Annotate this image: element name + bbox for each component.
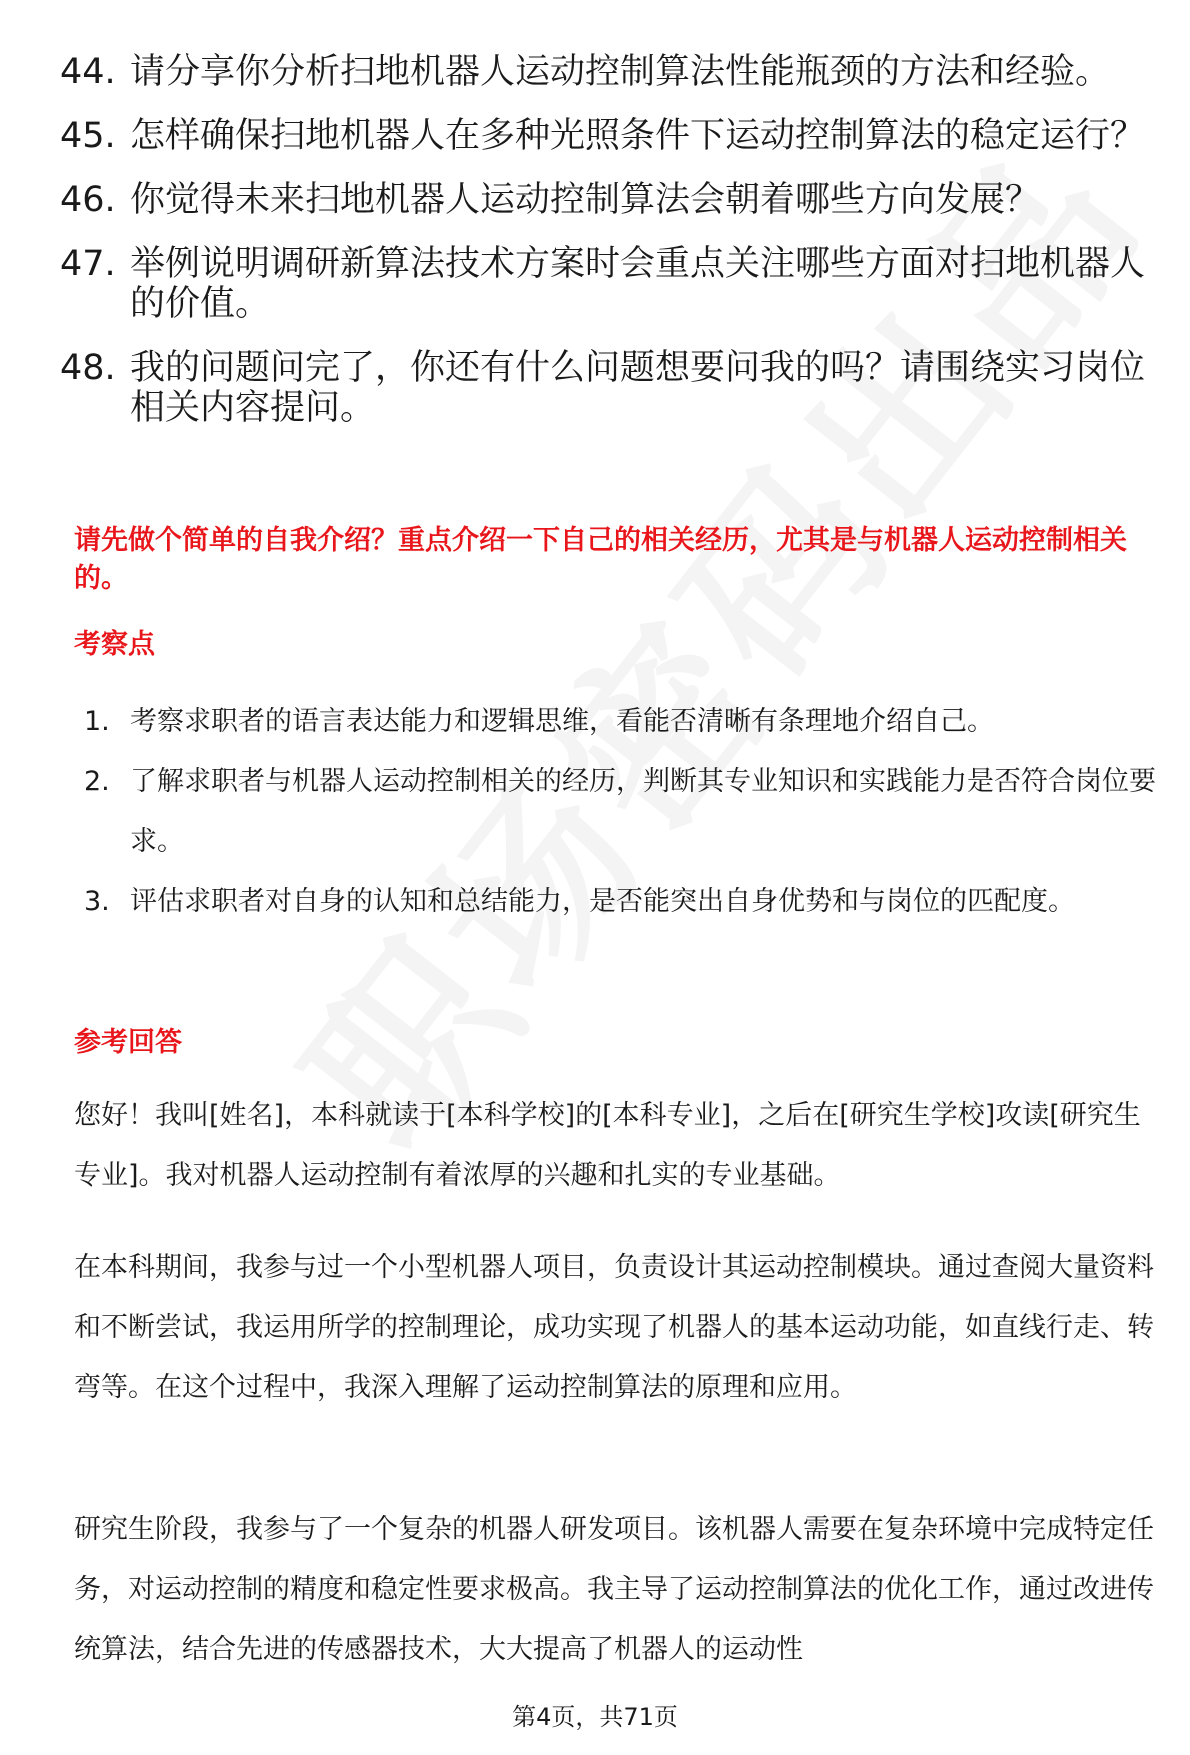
question-number: 45.	[60, 116, 116, 156]
question-list	[60, 52, 1150, 452]
list-item	[60, 52, 1150, 92]
section-heading-answer: 参考回答	[74, 1027, 182, 1058]
question-title: 请先做个简单的自我介绍？重点介绍一下自己的相关经历，尤其是与机器人运动控制相关的。	[74, 525, 1127, 594]
page-footer: 第4页，共71页	[512, 1703, 678, 1731]
list-item	[84, 692, 1159, 752]
point-number: 2.	[84, 766, 110, 797]
point-text: 了解求职者与机器人运动控制相关的经历，判断其专业知识和实践能力是否符合岗位要求。	[130, 766, 1156, 857]
list-item	[84, 872, 1159, 932]
answer-paragraph: 研究生阶段，我参与了一个复杂的机器人研发项目。该机器人需要在复杂环境中完成特定任务，对运动控制的精度和稳定性要求极高。我主导了运动控制算法的优化工作，通过改进传统算法，结合先进的传感器技术，大大提高了机器人的运动性	[74, 1514, 1154, 1665]
question-number: 44.	[60, 52, 116, 92]
question-text: 举例说明调研新算法技术方案时会重点关注哪些方面对扫地机器人的价值。	[130, 244, 1146, 324]
answer-paragraph: 在本科期间，我参与过一个小型机器人项目，负责设计其运动控制模块。通过查阅大量资料和不断尝试，我运用所学的控制理论，成功实现了机器人的基本运动功能，如直线行走、转弯等。在这个过程中，我深入理解了运动控制算法的原理和应用。	[74, 1252, 1154, 1403]
question-text: 请分享你分析扫地机器人运动控制算法性能瓶颈的方法和经验。	[130, 52, 1111, 92]
list-item	[60, 348, 1150, 428]
question-number: 48.	[60, 348, 116, 388]
answer-paragraph: 您好！我叫[姓名]，本科就读于[本科学校]的[本科专业]，之后在[研究生学校]攻读[研究生专业]。我对机器人运动控制有着浓厚的兴趣和扎实的专业基础。	[74, 1100, 1141, 1191]
question-text: 你觉得未来扫地机器人运动控制算法会朝着哪些方向发展？	[130, 180, 1041, 220]
question-text: 我的问题问完了，你还有什么问题想要问我的吗？请围绕实习岗位相关内容提问。	[130, 348, 1146, 428]
list-item	[60, 180, 1150, 220]
question-text: 怎样确保扫地机器人在多种光照条件下运动控制算法的稳定运行？	[130, 116, 1146, 156]
point-number: 3.	[84, 886, 110, 917]
question-number: 46.	[60, 180, 116, 220]
list-item	[60, 244, 1150, 324]
question-number: 47.	[60, 244, 116, 284]
points-list	[84, 692, 1159, 932]
section-heading-points: 考察点	[74, 629, 155, 660]
point-text: 考察求职者的语言表达能力和逻辑思维，看能否清晰有条理地介绍自己。	[130, 706, 994, 737]
point-text: 评估求职者对自身的认知和总结能力，是否能突出自身优势和与岗位的匹配度。	[130, 886, 1075, 917]
list-item	[60, 116, 1150, 156]
list-item	[84, 752, 1159, 872]
point-number: 1.	[84, 706, 110, 737]
